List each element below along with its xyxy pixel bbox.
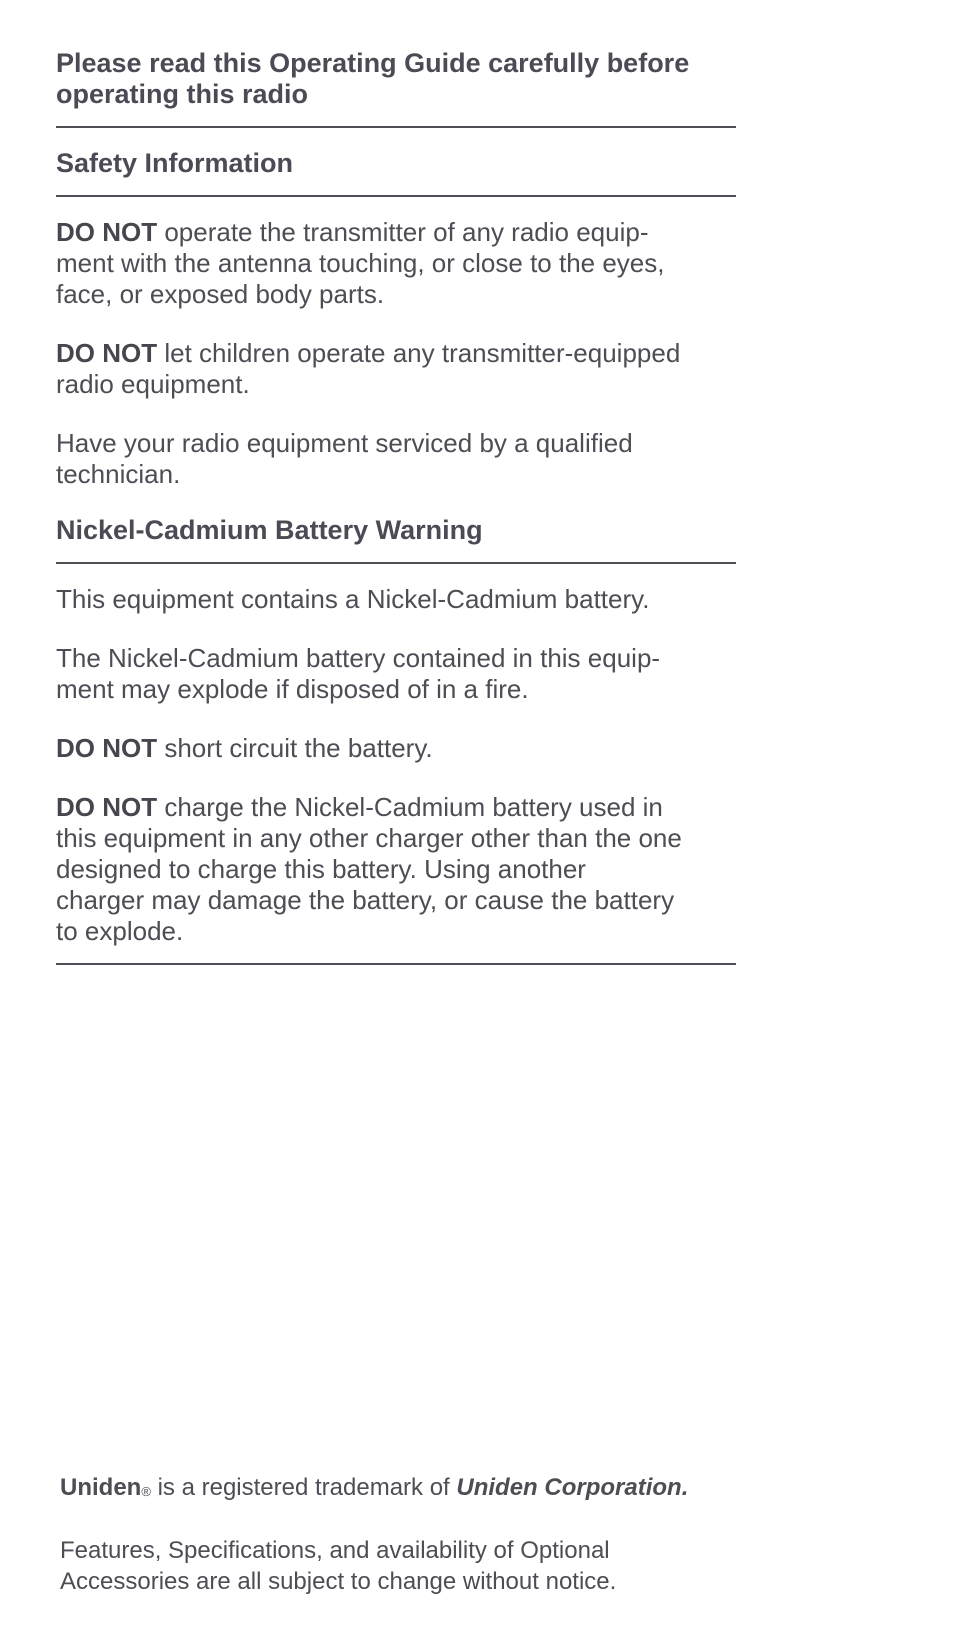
warning-emphasis: DO NOT bbox=[56, 733, 158, 763]
battery-heading: Nickel-Cadmium Battery Warning bbox=[56, 515, 483, 545]
footer bbox=[60, 1472, 760, 1597]
manual-page bbox=[56, 48, 736, 965]
divider bbox=[56, 963, 736, 965]
brand-name: Uniden bbox=[60, 1474, 142, 1501]
registered-mark: ® bbox=[141, 1484, 151, 1499]
availability-notice: Features, Specifications, and availability of Optional Accessories are all subject to change without notice. bbox=[60, 1537, 617, 1595]
trademark-notice: Uniden® is a registered trademark of Uniden Corporation. bbox=[60, 1474, 689, 1501]
safety-heading: Safety Information bbox=[56, 148, 294, 178]
warning-emphasis: DO NOT bbox=[56, 792, 158, 822]
warning-emphasis: DO NOT bbox=[56, 338, 158, 368]
intro-title-line-1: Please read this Operating Guide carefully before bbox=[56, 48, 690, 78]
battery-paragraph-4: DO NOT charge the Nickel-Cadmium battery used in this equipment in any other charger other than the one designed to charge this battery. Using another charger may damage the battery, or cause the battery to explode. bbox=[56, 792, 682, 946]
battery-paragraph-1: This equipment contains a Nickel-Cadmium battery. bbox=[56, 584, 650, 614]
corporation-name: Uniden Corporation. bbox=[456, 1474, 689, 1501]
safety-paragraph-2: DO NOT let children operate any transmitter-equipped radio equipment. bbox=[56, 338, 681, 399]
safety-paragraph-3: Have your radio equipment serviced by a qualified technician. bbox=[56, 428, 633, 489]
warning-emphasis: DO NOT bbox=[56, 217, 158, 247]
battery-paragraph-3: DO NOT short circuit the battery. bbox=[56, 733, 433, 763]
safety-paragraph-1: DO NOT operate the transmitter of any radio equip- ment with the antenna touching, or close to the eyes, face, or exposed body parts. bbox=[56, 217, 665, 309]
intro-title bbox=[56, 48, 736, 110]
battery-paragraph-2: The Nickel-Cadmium battery contained in this equip- ment may explode if disposed of in a fire. bbox=[56, 643, 661, 704]
intro-title-line-2: operating this radio bbox=[56, 79, 309, 109]
